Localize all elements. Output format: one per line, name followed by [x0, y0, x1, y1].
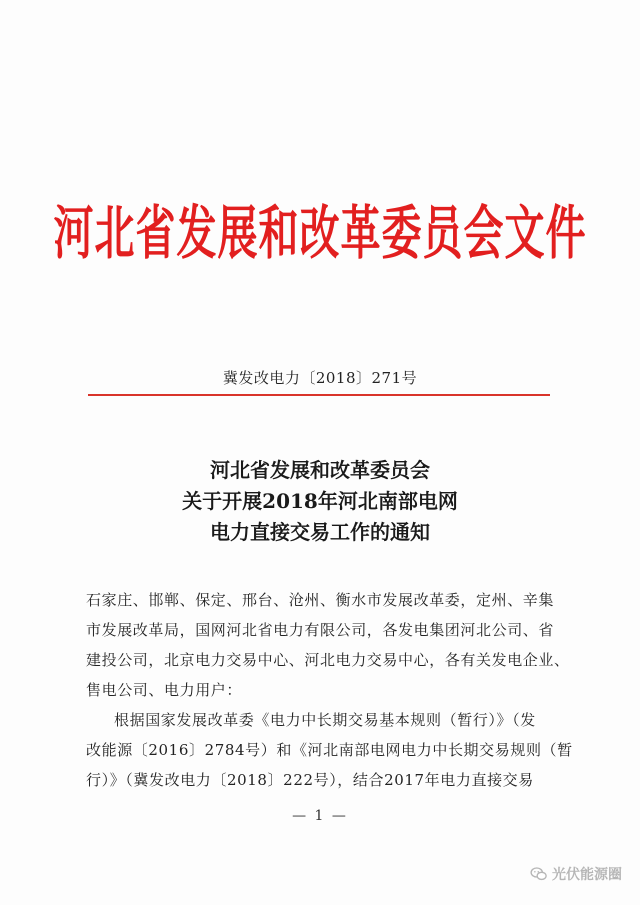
- notice-body: [86, 585, 573, 795]
- addressee-line: 市发展改革局，国网河北省电力有限公司，各发电集团河北公司、省: [86, 621, 555, 639]
- document-number: 冀发改电力〔2018〕271号: [222, 369, 418, 387]
- agency-file-header: 河北省发展和改革委员会文件: [53, 200, 587, 268]
- wechat-icon: [530, 865, 548, 883]
- title-line-1: 河北省发展和改革委员会: [210, 458, 430, 482]
- watermark: [530, 864, 622, 884]
- paragraph-line: 行）》（冀发改电力〔2018〕222号），结合2017年电力直接交易: [86, 771, 534, 789]
- red-divider-line: [88, 394, 550, 396]
- addressee-line: 售电公司、电力用户：: [86, 681, 243, 699]
- paragraph-line: 改能源〔2016〕2784号）和《河北南部电网电力中长期交易规则（暂: [86, 741, 573, 759]
- addressee-line: 石家庄、邯郸、保定、邢台、沧州、衡水市发展改革委，定州、辛集: [86, 591, 555, 609]
- addressee-line: 建投公司，北京电力交易中心、河北电力交易中心，各有关发电企业、: [86, 651, 570, 669]
- title-line-3: 电力直接交易工作的通知: [210, 520, 430, 544]
- paragraph-line: 根据国家发展改革委《电力中长期交易基本规则（暂行）》（发: [114, 711, 536, 729]
- watermark-text: 光伏能源圈: [552, 867, 622, 883]
- title-line-2: 关于开展2018年河北南部电网: [182, 489, 458, 513]
- page-number: — 1 —: [292, 808, 348, 824]
- notice-title: [0, 455, 640, 548]
